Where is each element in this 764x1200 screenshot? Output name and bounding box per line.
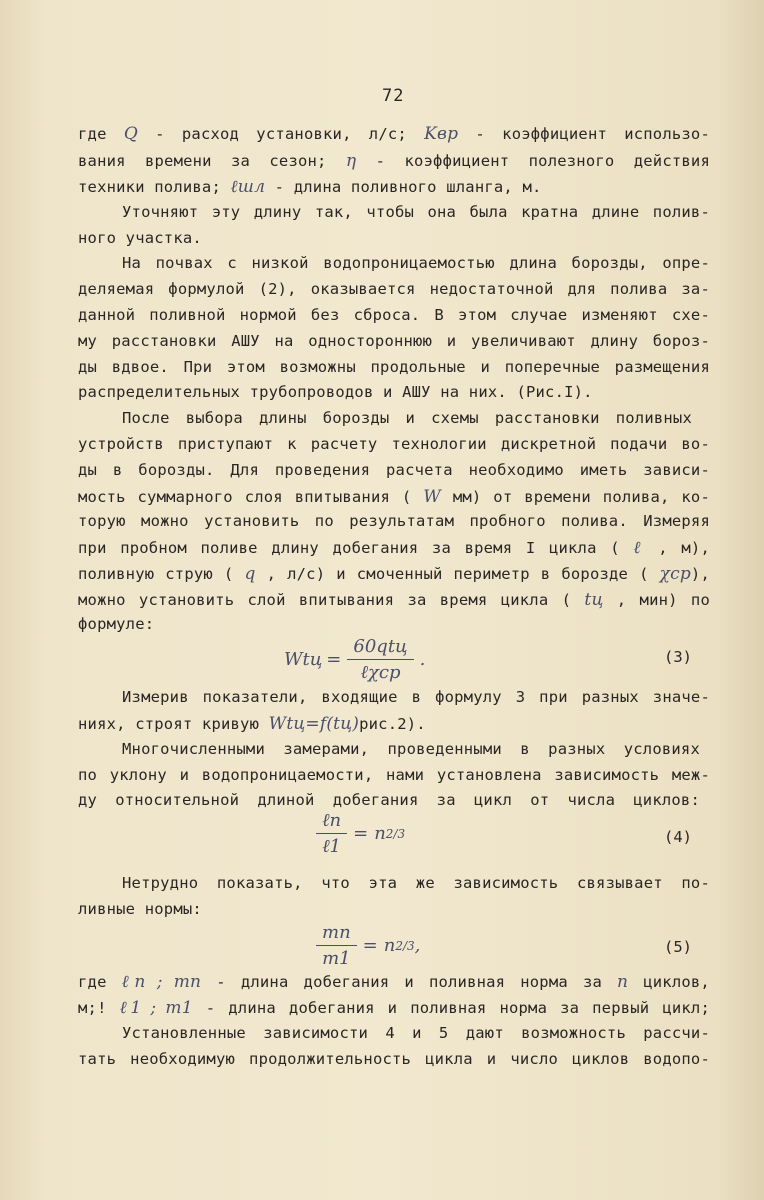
text-line: На почвах с низкой водопроницаемостью длина борозды, опре- (122, 254, 710, 272)
text-line: при пробном поливе длину добегания за время I цикла ( ℓ , м), (78, 538, 711, 558)
text-line: мость суммарного слоя впитывания ( W мм) от времени полива, ко- (78, 487, 710, 507)
formula-5-fraction (316, 922, 357, 969)
handwritten-symbol: ℓ1 ; m1 (119, 998, 193, 1018)
text-line: ды вдвое. При этом возможны продольные и поперечные размещения (78, 358, 710, 376)
text-line: торую можно установить по результатам пробного полива. Измеряя (78, 512, 710, 530)
equation-number-5: (5) (664, 938, 692, 956)
formula-4 (310, 810, 405, 857)
formula-5-equals: = (362, 935, 378, 956)
text-line: техники полива; ℓшл - длина поливного шланга, м. (78, 177, 542, 197)
text-line: где Q - расход установки, л/с; Kвр - коэффициент использо- (78, 124, 710, 144)
text-line: Установленные зависимости 4 и 5 дают возможность рассчи- (122, 1024, 710, 1042)
handwritten-symbol: Q (123, 124, 138, 144)
handwritten-symbol: η (345, 151, 357, 171)
formula-3-fraction (347, 636, 413, 683)
text-line: Нетрудно показать, что эта же зависимость связывает по- (122, 874, 710, 892)
formula-3-equals: = (326, 649, 342, 670)
text-line: где ℓn ; mn - длина добегания и поливная норма за n циклов, (78, 972, 710, 992)
formula-5 (310, 922, 420, 969)
handwritten-symbol: tц (584, 590, 604, 610)
handwritten-symbol: n (617, 972, 629, 992)
handwritten-symbol: q (244, 564, 256, 584)
text-line: ду относительной длиной добегания за цикл от числа циклов: (78, 791, 700, 809)
text-line: вания времени за сезон; η - коэффициент полезного действия (78, 151, 710, 171)
formula-5-comma: , (414, 935, 421, 956)
text-line: тать необходимую продолжительность цикла и число циклов водопо- (78, 1050, 710, 1068)
equation-number-3: (3) (664, 648, 692, 666)
formula-4-numerator: ℓn (316, 810, 347, 834)
text-line: ниях, строят кривую Wtц=f(tц)рис.2). (78, 714, 426, 734)
handwritten-symbol: ℓn ; mn (121, 972, 202, 992)
handwritten-symbol: W (423, 487, 441, 507)
text-line: ды в борозды. Для проведения расчета необходимо иметь зависи- (78, 461, 710, 479)
equation-number-4: (4) (664, 828, 692, 846)
text-line: ливные нормы: (78, 900, 202, 918)
text-line: ного участка. (78, 229, 202, 247)
text-line: Многочисленными замерами, проведенными в разных условиях (122, 740, 700, 758)
formula-3-denominator: ℓχср (360, 662, 401, 683)
formula-3-period: . (419, 649, 426, 670)
formula-5-numerator: mn (316, 922, 357, 946)
handwritten-symbol: ℓшл (230, 177, 266, 197)
formula-3 (284, 636, 425, 683)
text-line: данной поливной нормой без сброса. В этом случае изменяют схе- (78, 306, 710, 324)
formula-5-denominator: m1 (322, 948, 351, 969)
text-line: формуле: (78, 615, 155, 633)
handwritten-symbol: Wtц=f(tц) (268, 714, 360, 734)
handwritten-symbol: Kвр (424, 124, 459, 144)
text-line: поливную струю ( q , л/с) и смоченный периметр в борозде ( χср), (78, 564, 710, 584)
formula-3-numerator: 60qtц (347, 636, 413, 660)
formula-4-fraction (316, 810, 347, 857)
formula-4-exponent: 2/3 (385, 826, 406, 841)
text-line: можно установить слой впитывания за время цикла ( tц , мин) по (78, 590, 710, 610)
text-line: м;! ℓ1 ; m1 - длина добегания и поливная норма за первый цикл; (78, 998, 710, 1018)
text-line: распределительных трубопроводов и АШУ на них. (Рис.I). (78, 383, 593, 401)
text-line: деляемая формулой (2), оказывается недостаточной для полива за- (78, 280, 710, 298)
text-line: После выбора длины борозды и схемы расстановки поливных (122, 409, 692, 427)
text-line: му расстановки АШУ на одностороннюю и увеличивают длину бороз- (78, 332, 710, 350)
page-number: 72 (382, 86, 405, 106)
formula-4-denominator: ℓ1 (322, 836, 342, 857)
handwritten-symbol: χср (659, 564, 691, 584)
formula-4-base: n (374, 823, 386, 844)
text-line: Измерив показатели, входящие в формулу 3 при разных значе- (122, 688, 710, 706)
handwritten-symbol: ℓ (633, 538, 645, 558)
formula-5-base: n (383, 935, 396, 956)
formula-5-exponent: 2/3 (395, 938, 415, 953)
text-line: по уклону и водопроницаемости, нами установлена зависимость меж- (78, 766, 710, 784)
formula-3-lhs: Wtц (284, 649, 323, 670)
text-line: Уточняют эту длину так, чтобы она была кратна длине полив- (122, 203, 710, 221)
formula-4-equals: = (353, 823, 369, 844)
text-line: устройств приступают к расчету технологии дискретной подачи во- (78, 435, 710, 453)
